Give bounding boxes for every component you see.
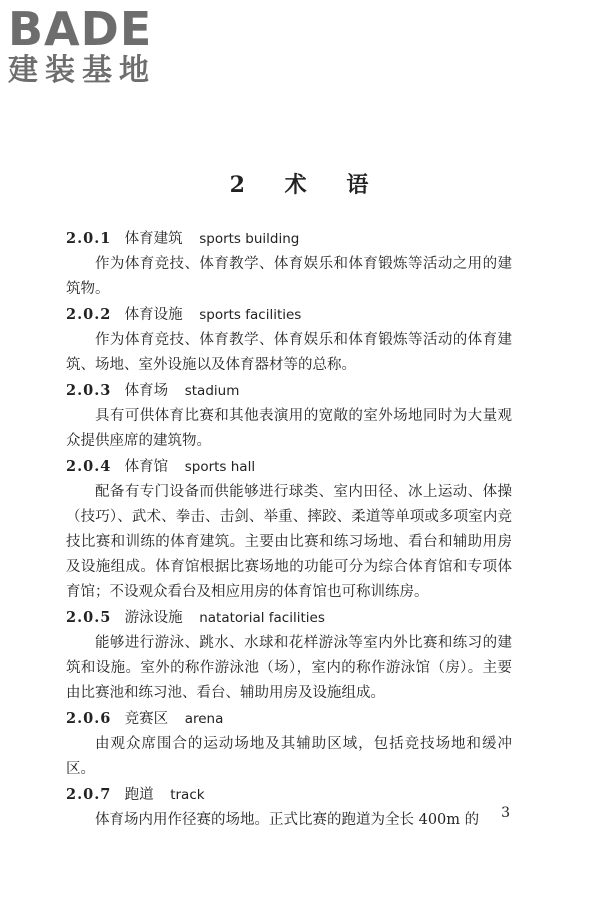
term-chinese: 跑道 [124,787,154,803]
term-english: track [170,787,205,803]
term-chinese: 体育场 [124,383,169,399]
chapter-number: 2 [229,172,247,198]
term-english: natatorial facilities [199,610,325,626]
term-number: 2.0.7 [66,786,112,803]
term-english: stadium [184,383,240,399]
term-chinese: 竞赛区 [124,711,169,727]
chapter-title-part1: 术 [284,172,309,198]
term-number: 2.0.5 [66,609,112,626]
logo-text: BADE [8,2,153,56]
term-entry [66,226,512,302]
term-number: 2.0.6 [66,710,112,727]
term-heading [66,226,512,252]
term-english: sports hall [184,459,256,475]
term-entry [66,605,512,706]
term-entry [66,454,512,605]
term-heading [66,605,512,631]
term-chinese: 体育设施 [124,307,183,323]
term-heading [66,706,512,732]
term-english: sports building [199,231,300,247]
term-definition: 配备有专门设备而供能够进行球类、室内田径、冰上运动、体操（技巧）、武术、拳击、击剑、举重、摔跤、柔道等单项或多项室内竞技比赛和训练的体育建筑。主要由比赛和练习场地、看台和辅助用房及设施组成。体育馆根据比赛场地的功能可分为综合体育馆和专项体育馆；不设观众看台及相应用房的体育馆也可称训练房。 [66,484,512,600]
term-chinese: 游泳设施 [124,610,183,626]
term-definition: 作为体育竞技、体育教学、体育娱乐和体育锻炼等活动的体育建筑、场地、室外设施以及体育器材等的总称。 [66,332,512,373]
term-chinese: 体育建筑 [124,231,183,247]
term-entry [66,378,512,454]
term-number: 2.0.3 [66,382,112,399]
term-number: 2.0.1 [66,230,112,247]
term-entry [66,302,512,378]
term-definition: 作为体育竞技、体育教学、体育娱乐和体育锻炼等活动之用的建筑物。 [66,256,512,297]
terms-list [66,226,512,833]
term-english: sports facilities [199,307,302,323]
term-heading [66,454,512,480]
term-chinese: 体育馆 [124,459,169,475]
term-definition: 由观众席围合的运动场地及其辅助区域，包括竞技场地和缓冲区。 [66,736,512,777]
bade-logo [8,4,178,88]
term-heading [66,378,512,404]
logo-subtitle: 建装基地 [8,53,156,88]
term-entry [66,706,512,782]
chapter-title-part2: 语 [346,172,371,198]
term-definition: 体育场内用作径赛的场地。正式比赛的跑道为全长 400m 的 [95,812,480,828]
term-heading [66,302,512,328]
term-number: 2.0.4 [66,458,112,475]
term-definition: 能够进行游泳、跳水、水球和花样游泳等室内外比赛和练习的建筑和设施。室外的称作游泳池（场），室内的称作游泳馆（房）。主要由比赛池和练习池、看台、辅助用房及设施组成。 [66,635,512,701]
term-definition: 具有可供体育比赛和其他表演用的宽敞的室外场地同时为大量观众提供座席的建筑物。 [66,408,512,449]
chapter-title [0,168,600,199]
page-number: 3 [501,805,510,821]
term-entry [66,782,512,833]
term-english: arena [184,711,224,727]
term-heading [66,782,512,808]
term-number: 2.0.2 [66,306,112,323]
